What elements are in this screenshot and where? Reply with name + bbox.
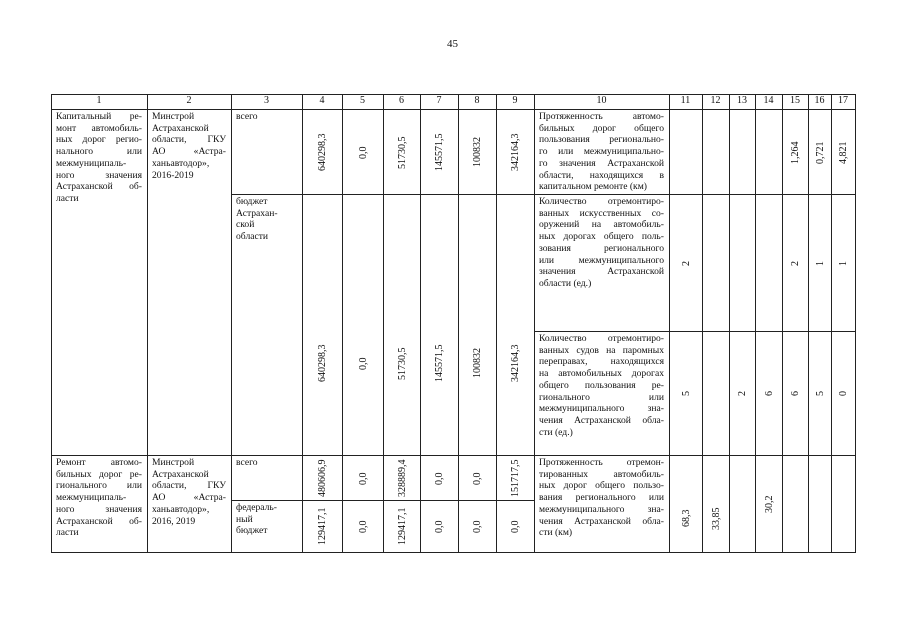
text-line: Ремонт автомо- — [56, 457, 142, 468]
column-header: 11 — [680, 95, 691, 106]
funding-amount: 0,0 — [357, 472, 369, 485]
text-line: бюджет — [236, 196, 268, 207]
indicator-value: 2 — [680, 260, 692, 266]
text-line: вания регионального или — [539, 492, 664, 504]
column-border-13 — [729, 94, 730, 552]
indicator-value: 33,85 — [710, 507, 722, 530]
indicator-value: 0 — [837, 390, 849, 396]
source-divider — [231, 194, 534, 195]
text-line: капитальном ремонте (км) — [539, 181, 647, 193]
funding-amount: 151717,5 — [509, 459, 521, 497]
text-line: ванных искусственных со- — [539, 207, 664, 219]
text-line: Астраханской об- — [56, 515, 142, 527]
indicator-value: 1 — [837, 260, 849, 266]
text-line: бильных дорог общего — [539, 122, 664, 134]
text-line: бюджет — [236, 525, 268, 537]
text-line: Капитальный ре- — [56, 111, 142, 122]
funding-source — [236, 196, 295, 243]
column-header: 10 — [596, 95, 607, 106]
measure-name — [56, 457, 142, 539]
funding-amount: 342164,3 — [509, 133, 521, 171]
page-number: 45 — [447, 38, 458, 50]
indicator-value: 5 — [814, 390, 826, 396]
funding-amount: 129417,1 — [396, 507, 408, 545]
column-header: 4 — [319, 95, 325, 106]
column-border-18 — [855, 94, 856, 552]
column-header: 14 — [763, 95, 774, 106]
indicator-divider — [534, 331, 856, 332]
header-bottom-border — [51, 109, 856, 110]
text-line: области — [236, 231, 269, 243]
funding-amount: 0,0 — [471, 472, 483, 485]
executor — [152, 457, 226, 527]
column-border-2 — [147, 94, 148, 552]
column-header: 2 — [186, 95, 192, 106]
indicator-value: 2 — [736, 390, 748, 396]
text-line: межмуниципаль- — [56, 492, 127, 504]
column-border-11 — [669, 94, 670, 552]
text-line: Астраханской об- — [56, 181, 142, 193]
funding-source — [236, 502, 295, 537]
text-line: ласти — [56, 527, 79, 539]
text-line: Минстрой — [152, 457, 195, 468]
column-border-15 — [782, 94, 783, 552]
column-border-6 — [383, 94, 384, 552]
measure-name — [56, 111, 142, 205]
column-header: 7 — [436, 95, 442, 106]
row-divider — [51, 455, 856, 456]
text-line: ного значения — [56, 169, 142, 181]
indicator-value: 6 — [789, 390, 801, 396]
indicator-value: 4,821 — [837, 141, 849, 164]
text-line: ный — [236, 513, 253, 525]
funding-amount: 0,0 — [509, 520, 521, 533]
text-line: или межмуниципального — [539, 254, 664, 266]
column-border-17 — [831, 94, 832, 552]
funding-source — [236, 111, 295, 123]
text-line: монт автомобиль- — [56, 122, 142, 134]
column-border-5 — [342, 94, 343, 552]
indicator-value: 30,2 — [763, 495, 775, 513]
text-line: Минстрой — [152, 111, 195, 122]
indicator-value: 5 — [680, 390, 692, 396]
column-border-9 — [496, 94, 497, 552]
text-line: межмуниципаль- — [56, 157, 127, 169]
column-header: 16 — [814, 95, 825, 106]
column-border-16 — [808, 94, 809, 552]
text-line: ласти — [56, 192, 79, 204]
text-line: области, ГКУ — [152, 134, 226, 146]
text-line: Количество отремонтиро- — [539, 196, 664, 207]
text-line: АО «Астра- — [152, 492, 226, 504]
text-line: ных дорог регио- — [56, 134, 142, 146]
funding-amount: 0,0 — [357, 357, 369, 370]
funding-amount: 0,0 — [357, 146, 369, 159]
text-line: оружений на автомобиль- — [539, 219, 664, 231]
indicator-divider — [534, 194, 856, 195]
text-line: сти (ед.) — [539, 426, 573, 438]
text-line: области, находящихся в — [539, 169, 664, 181]
text-line: области, ГКУ — [152, 480, 226, 492]
text-line: нального или — [56, 146, 142, 158]
text-line: всего — [236, 111, 258, 122]
column-header: 17 — [838, 95, 848, 106]
text-line: ных дорогах общего поль- — [539, 231, 664, 243]
indicator-value: 0,721 — [814, 141, 826, 164]
text-line: Астраханской — [152, 122, 209, 134]
text-line: 2016-2019 — [152, 169, 194, 181]
text-line: межмуниципального зна- — [539, 503, 664, 515]
indicator-value: 68,3 — [680, 509, 692, 527]
indicator-text — [539, 457, 664, 539]
column-border-1 — [51, 94, 52, 552]
funding-amount: 100832 — [471, 137, 483, 167]
column-header: 9 — [512, 95, 518, 106]
text-line: АО «Астра- — [152, 146, 226, 158]
funding-amount: 640298,3 — [316, 133, 328, 171]
text-line: области (ед.) — [539, 277, 592, 289]
text-line: го значения Астраханской — [539, 157, 664, 169]
column-border-12 — [702, 94, 703, 552]
funding-amount: 129417,1 — [316, 507, 328, 545]
text-line: чения Астраханской обла- — [539, 515, 664, 527]
source-divider — [231, 500, 534, 501]
indicator-text — [539, 333, 664, 438]
text-line: Протяженность отремон- — [539, 457, 664, 468]
column-border-14 — [755, 94, 756, 552]
funding-amount: 640298,3 — [316, 344, 328, 382]
funding-amount: 0,0 — [471, 520, 483, 533]
funding-amount: 342164,3 — [509, 344, 521, 382]
funding-amount: 145571,5 — [433, 344, 445, 382]
column-border-7 — [420, 94, 421, 552]
indicator-value: 1,264 — [789, 141, 801, 164]
column-border-3 — [231, 94, 232, 552]
text-line: Астраханской — [152, 468, 209, 480]
text-line: ных дорог общего пользо- — [539, 480, 664, 492]
text-line: ханьавтодор», — [152, 157, 210, 169]
indicator-value: 1 — [814, 260, 826, 266]
text-line: го или межмуниципально- — [539, 146, 664, 158]
funding-amount: 328889,4 — [396, 459, 408, 497]
text-line: ханьавтодор», — [152, 503, 210, 515]
text-line: федераль- — [236, 502, 277, 513]
text-line: ской — [236, 219, 255, 231]
column-border-4 — [302, 94, 303, 552]
text-line: межмуниципального зна- — [539, 403, 664, 415]
text-line: значения Астраханской — [539, 266, 664, 278]
indicator-text — [539, 196, 664, 290]
text-line: общего пользования ре- — [539, 379, 664, 391]
column-header: 15 — [790, 95, 800, 106]
column-header: 1 — [96, 95, 102, 106]
column-header: 6 — [399, 95, 404, 106]
text-line: гионального или — [539, 391, 664, 403]
executor — [152, 111, 226, 181]
text-line: тированных автомобиль- — [539, 468, 664, 480]
text-line: 2016, 2019 — [152, 515, 196, 527]
table-bottom-border — [51, 552, 856, 553]
column-border-10 — [534, 94, 535, 552]
funding-amount: 480606,9 — [316, 459, 328, 497]
text-line: пользования регионально- — [539, 134, 664, 146]
column-header: 12 — [710, 95, 721, 106]
text-line: Протяженность автомо- — [539, 111, 664, 122]
text-line: на автомобильных дорогах — [539, 368, 664, 380]
text-line: бильных дорог ре- — [56, 468, 142, 480]
funding-amount: 145571,5 — [433, 133, 445, 171]
funding-amount: 0,0 — [433, 520, 445, 533]
funding-amount: 51730,5 — [396, 136, 408, 169]
funding-amount: 51730,5 — [396, 347, 408, 380]
funding-amount: 0,0 — [433, 472, 445, 485]
funding-amount: 0,0 — [357, 520, 369, 533]
funding-source — [236, 457, 295, 469]
text-line: Астрахан- — [236, 207, 278, 219]
text-line: зования регионального — [539, 242, 664, 254]
text-line: ванных судов на паромных — [539, 344, 664, 356]
indicator-text — [539, 111, 664, 193]
column-header: 3 — [264, 95, 269, 106]
column-header: 8 — [474, 95, 480, 106]
text-line: сти (км) — [539, 527, 573, 539]
text-line: всего — [236, 457, 258, 468]
indicator-value: 6 — [763, 390, 775, 396]
column-header: 13 — [737, 95, 747, 106]
indicator-value: 2 — [789, 260, 801, 266]
text-line: Количество отремонтиро- — [539, 333, 664, 344]
column-border-8 — [458, 94, 459, 552]
text-line: гионального или — [56, 480, 142, 492]
column-header: 5 — [360, 95, 365, 106]
text-line: ного значения — [56, 503, 142, 515]
text-line: чения Астраханской обла- — [539, 414, 664, 426]
funding-amount: 100832 — [471, 348, 483, 378]
text-line: переправах, находящихся — [539, 356, 664, 368]
